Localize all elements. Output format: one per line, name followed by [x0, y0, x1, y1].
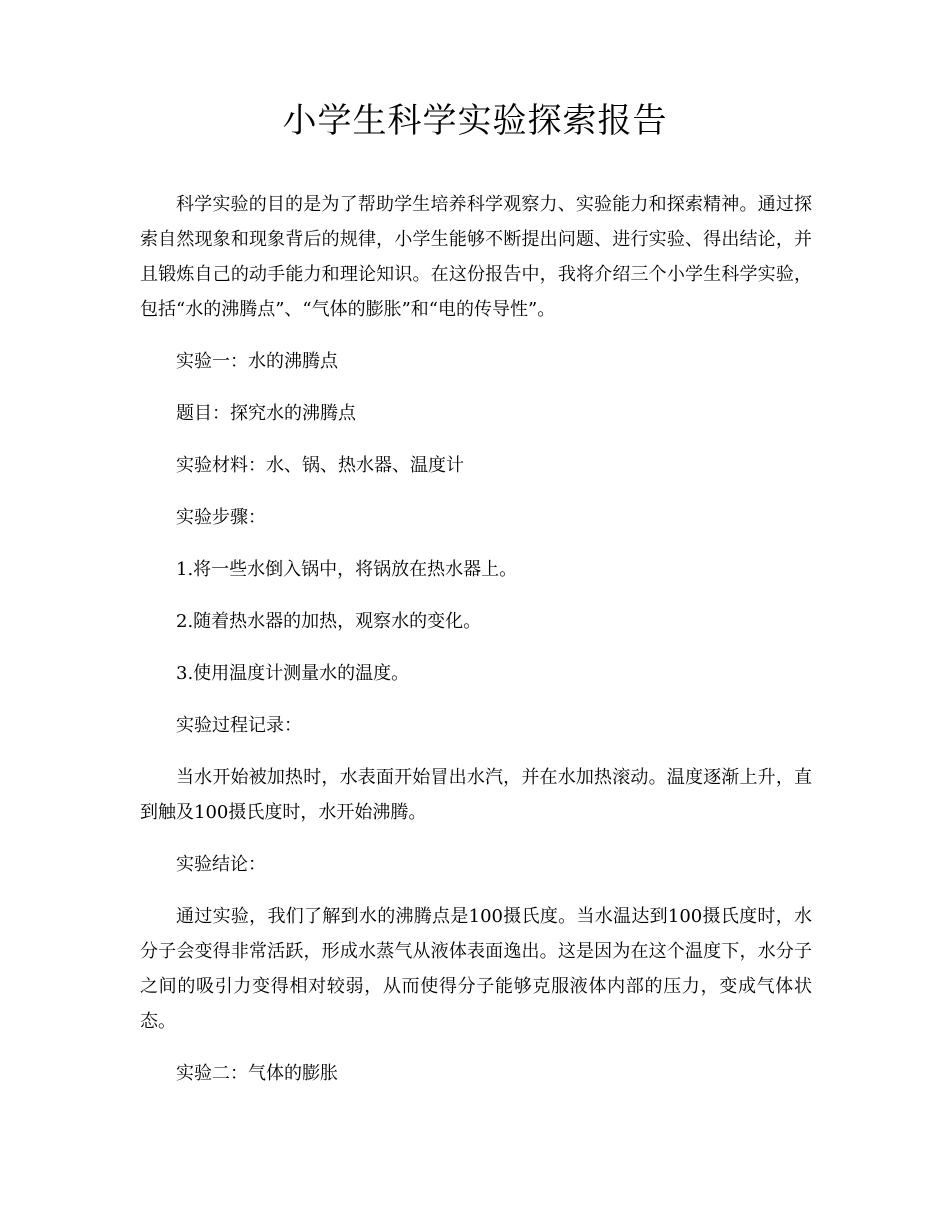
- experiment-1-record-heading: 实验过程记录：: [176, 715, 302, 736]
- document-body: [140, 187, 812, 1091]
- experiment-1-step: 3.使用温度计测量水的温度。: [176, 663, 410, 684]
- experiment-1-step: 1.将一些水倒入锅中，将锅放在热水器上。: [176, 559, 518, 580]
- experiment-1-conclusion-heading: 实验结论：: [176, 854, 266, 875]
- experiment-1-topic: 题目：探究水的沸腾点: [176, 403, 356, 424]
- document-title: 小学生科学实验探索报告: [282, 101, 668, 141]
- intro-paragraph: 科学实验的目的是为了帮助学生培养科学观察力、实验能力和探索精神。通过探索自然现象和现象背后的规律，小学生能够不断提出问题、进行实验、得出结论，并且锻炼自己的动手能力和理论知识。在这份报告中，我将介绍三个小学生科学实验，包括“水的沸腾点”、“气体的膨胀”和“电的传导性”。: [140, 194, 812, 320]
- experiment-1-steps-heading: 实验步骤：: [176, 507, 266, 528]
- experiment-1-conclusion: 通过实验，我们了解到水的沸腾点是100摄氏度。当水温达到100摄氏度时，水分子会变得非常活跃，形成水蒸气从液体表面逸出。这是因为在这个温度下，水分子之间的吸引力变得相对较弱，从而使得分子能够克服液体内部的压力，变成气体状态。: [140, 906, 812, 1032]
- experiment-1-heading: 实验一：水的沸腾点: [176, 351, 338, 372]
- experiment-1-step: 2.随着热水器的加热，观察水的变化。: [176, 611, 482, 632]
- experiment-2-heading: 实验二：气体的膨胀: [176, 1063, 338, 1084]
- experiment-1-materials: 实验材料：水、锅、热水器、温度计: [176, 455, 464, 476]
- experiment-1-record: 当水开始被加热时，水表面开始冒出水汽，并在水加热滚动。温度逐渐上升，直到触及100摄氏度时，水开始沸腾。: [140, 767, 812, 823]
